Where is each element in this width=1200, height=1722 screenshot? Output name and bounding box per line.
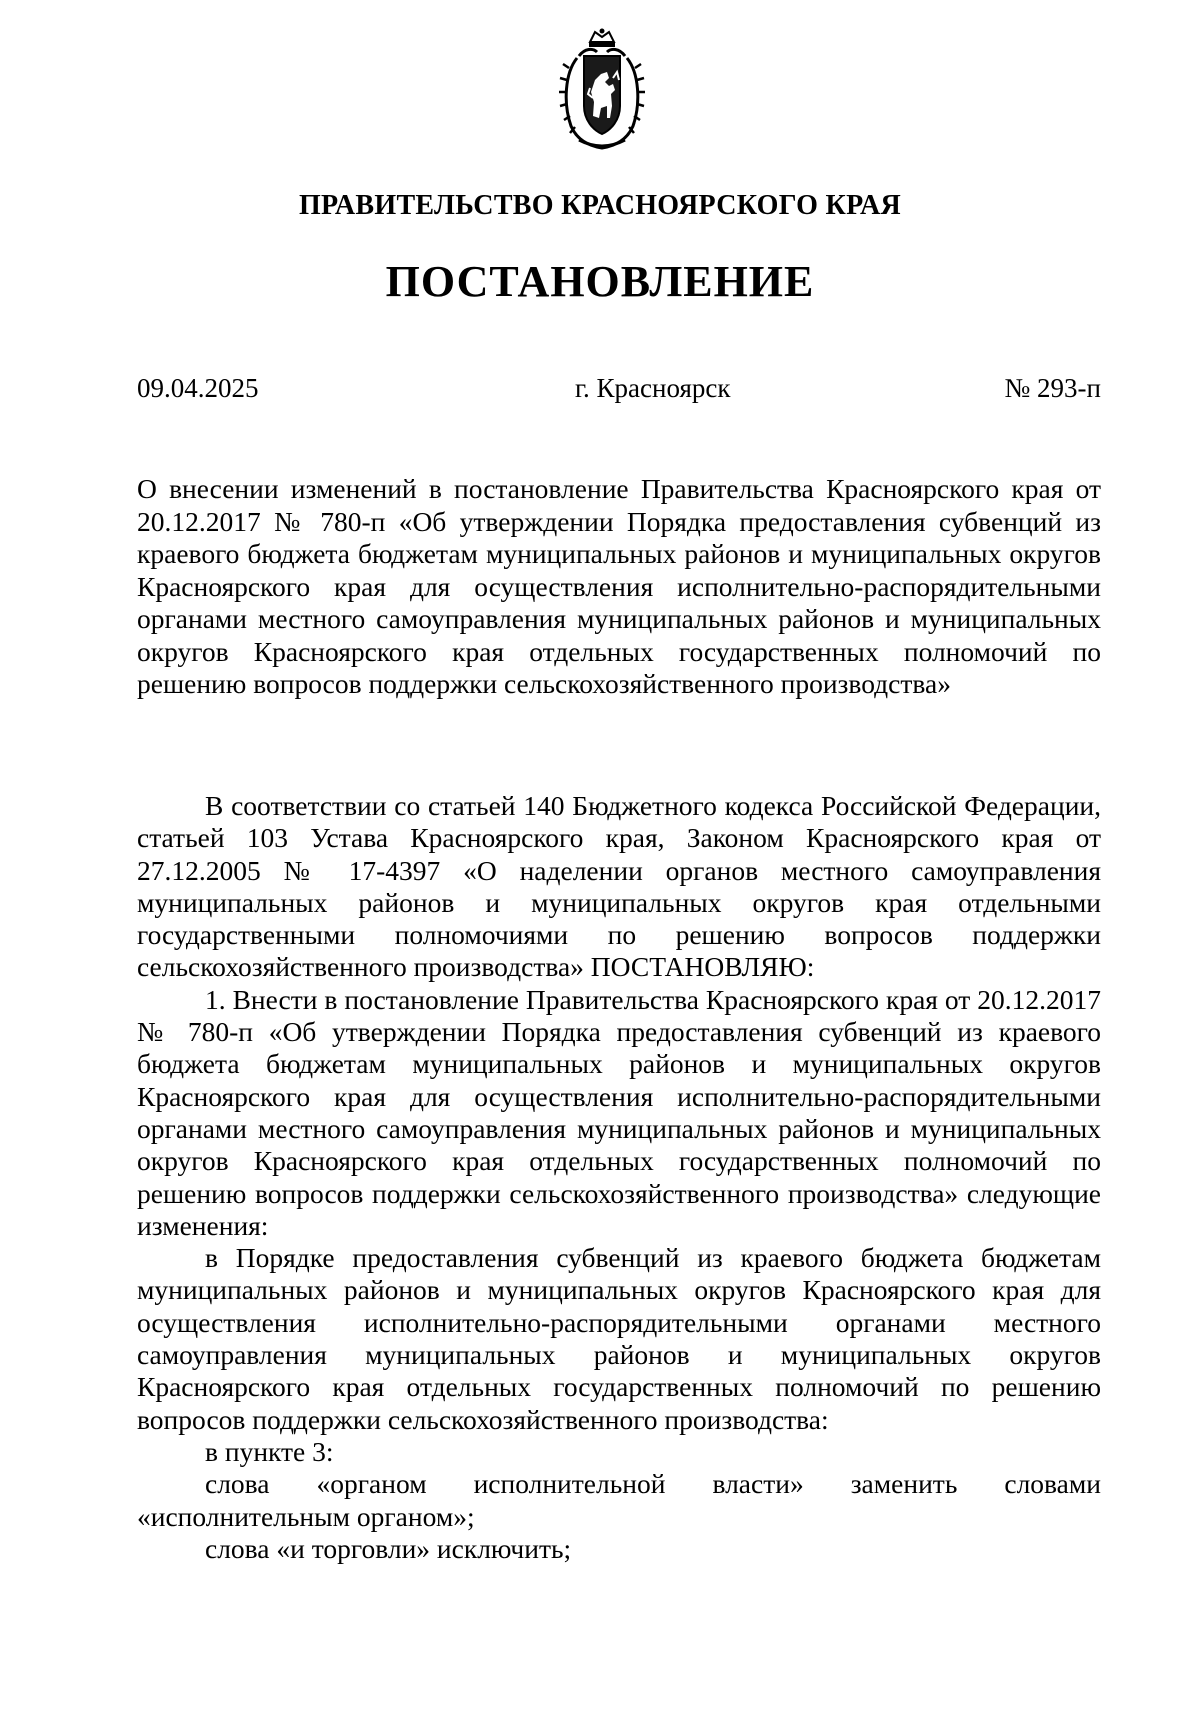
document-date: 09.04.2025 xyxy=(137,373,259,403)
change-2-paragraph: слова «и торговли» исключить; xyxy=(205,1532,572,1564)
document-number: № 293-п xyxy=(1004,373,1101,403)
procedure-intro-paragraph: в Порядке предоставления субвенций из краевого бюджета бюджетам муниципальных районов и муниципальных округов Красноярского края для осуществления исполнительно-распорядительными органами местного самоуправления муниципальных районов и муниципальных округов Красноярского края отдельных государственных полномочий по решению вопросов поддержки сельскохозяйственного производства: xyxy=(137,1242,1101,1435)
document-body xyxy=(137,790,1101,1565)
document-city: г. Красноярск xyxy=(575,373,731,403)
organization-title: ПРАВИТЕЛЬСТВО КРАСНОЯРСКОГО КРАЯ xyxy=(298,190,902,221)
document-subject: О внесении изменений в постановление Правительства Красноярского края от 20.12.2017 № 780-п «Об утверждении Порядка предоставления субвенций из краевого бюджета бюджетам муниципальных районов и муниципальных округов Красноярского края для осуществления исполнительно-распорядительными органами местного самоуправления муниципальных районов и муниципальных округов Красноярского края отдельных государственных полномочий по решению вопросов поддержки сельскохозяйственного производства» xyxy=(137,473,1101,699)
preamble-paragraph: В соответствии со статьей 140 Бюджетного кодекса Российской Федерации, статьей 103 Устава Красноярского края, Законом Красноярского края от 27.12.2005 № 17-4397 «О наделении органов местного самоуправления муниципальных районов и муниципальных округов края отдельными государственными полномочиями по решению вопросов поддержки сельскохозяйственного производства» ПОСТАНОВЛЯЮ: xyxy=(137,790,1101,983)
change-1-paragraph: слова «органом исполнительной власти» заменить словами «исполнительным органом»; xyxy=(137,1468,1101,1532)
coat-of-arms-icon xyxy=(557,28,647,154)
item-1-paragraph: 1. Внести в постановление Правительства Красноярского края от 20.12.2017 № 780-п «Об утверждении Порядка предоставления субвенций из краевого бюджета бюджетам муниципальных районов и муниципальных округов Красноярского края для осуществления исполнительно-распорядительными органами местного самоуправления муниципальных районов и муниципальных округов Красноярского края отдельных государственных полномочий по решению вопросов поддержки сельскохозяйственного производства» следующие изменения: xyxy=(137,983,1101,1241)
document-meta xyxy=(137,373,1101,407)
document-type-heading: ПОСТАНОВЛЕНИЕ xyxy=(385,257,815,306)
point-3-heading: в пункте 3: xyxy=(205,1435,334,1467)
